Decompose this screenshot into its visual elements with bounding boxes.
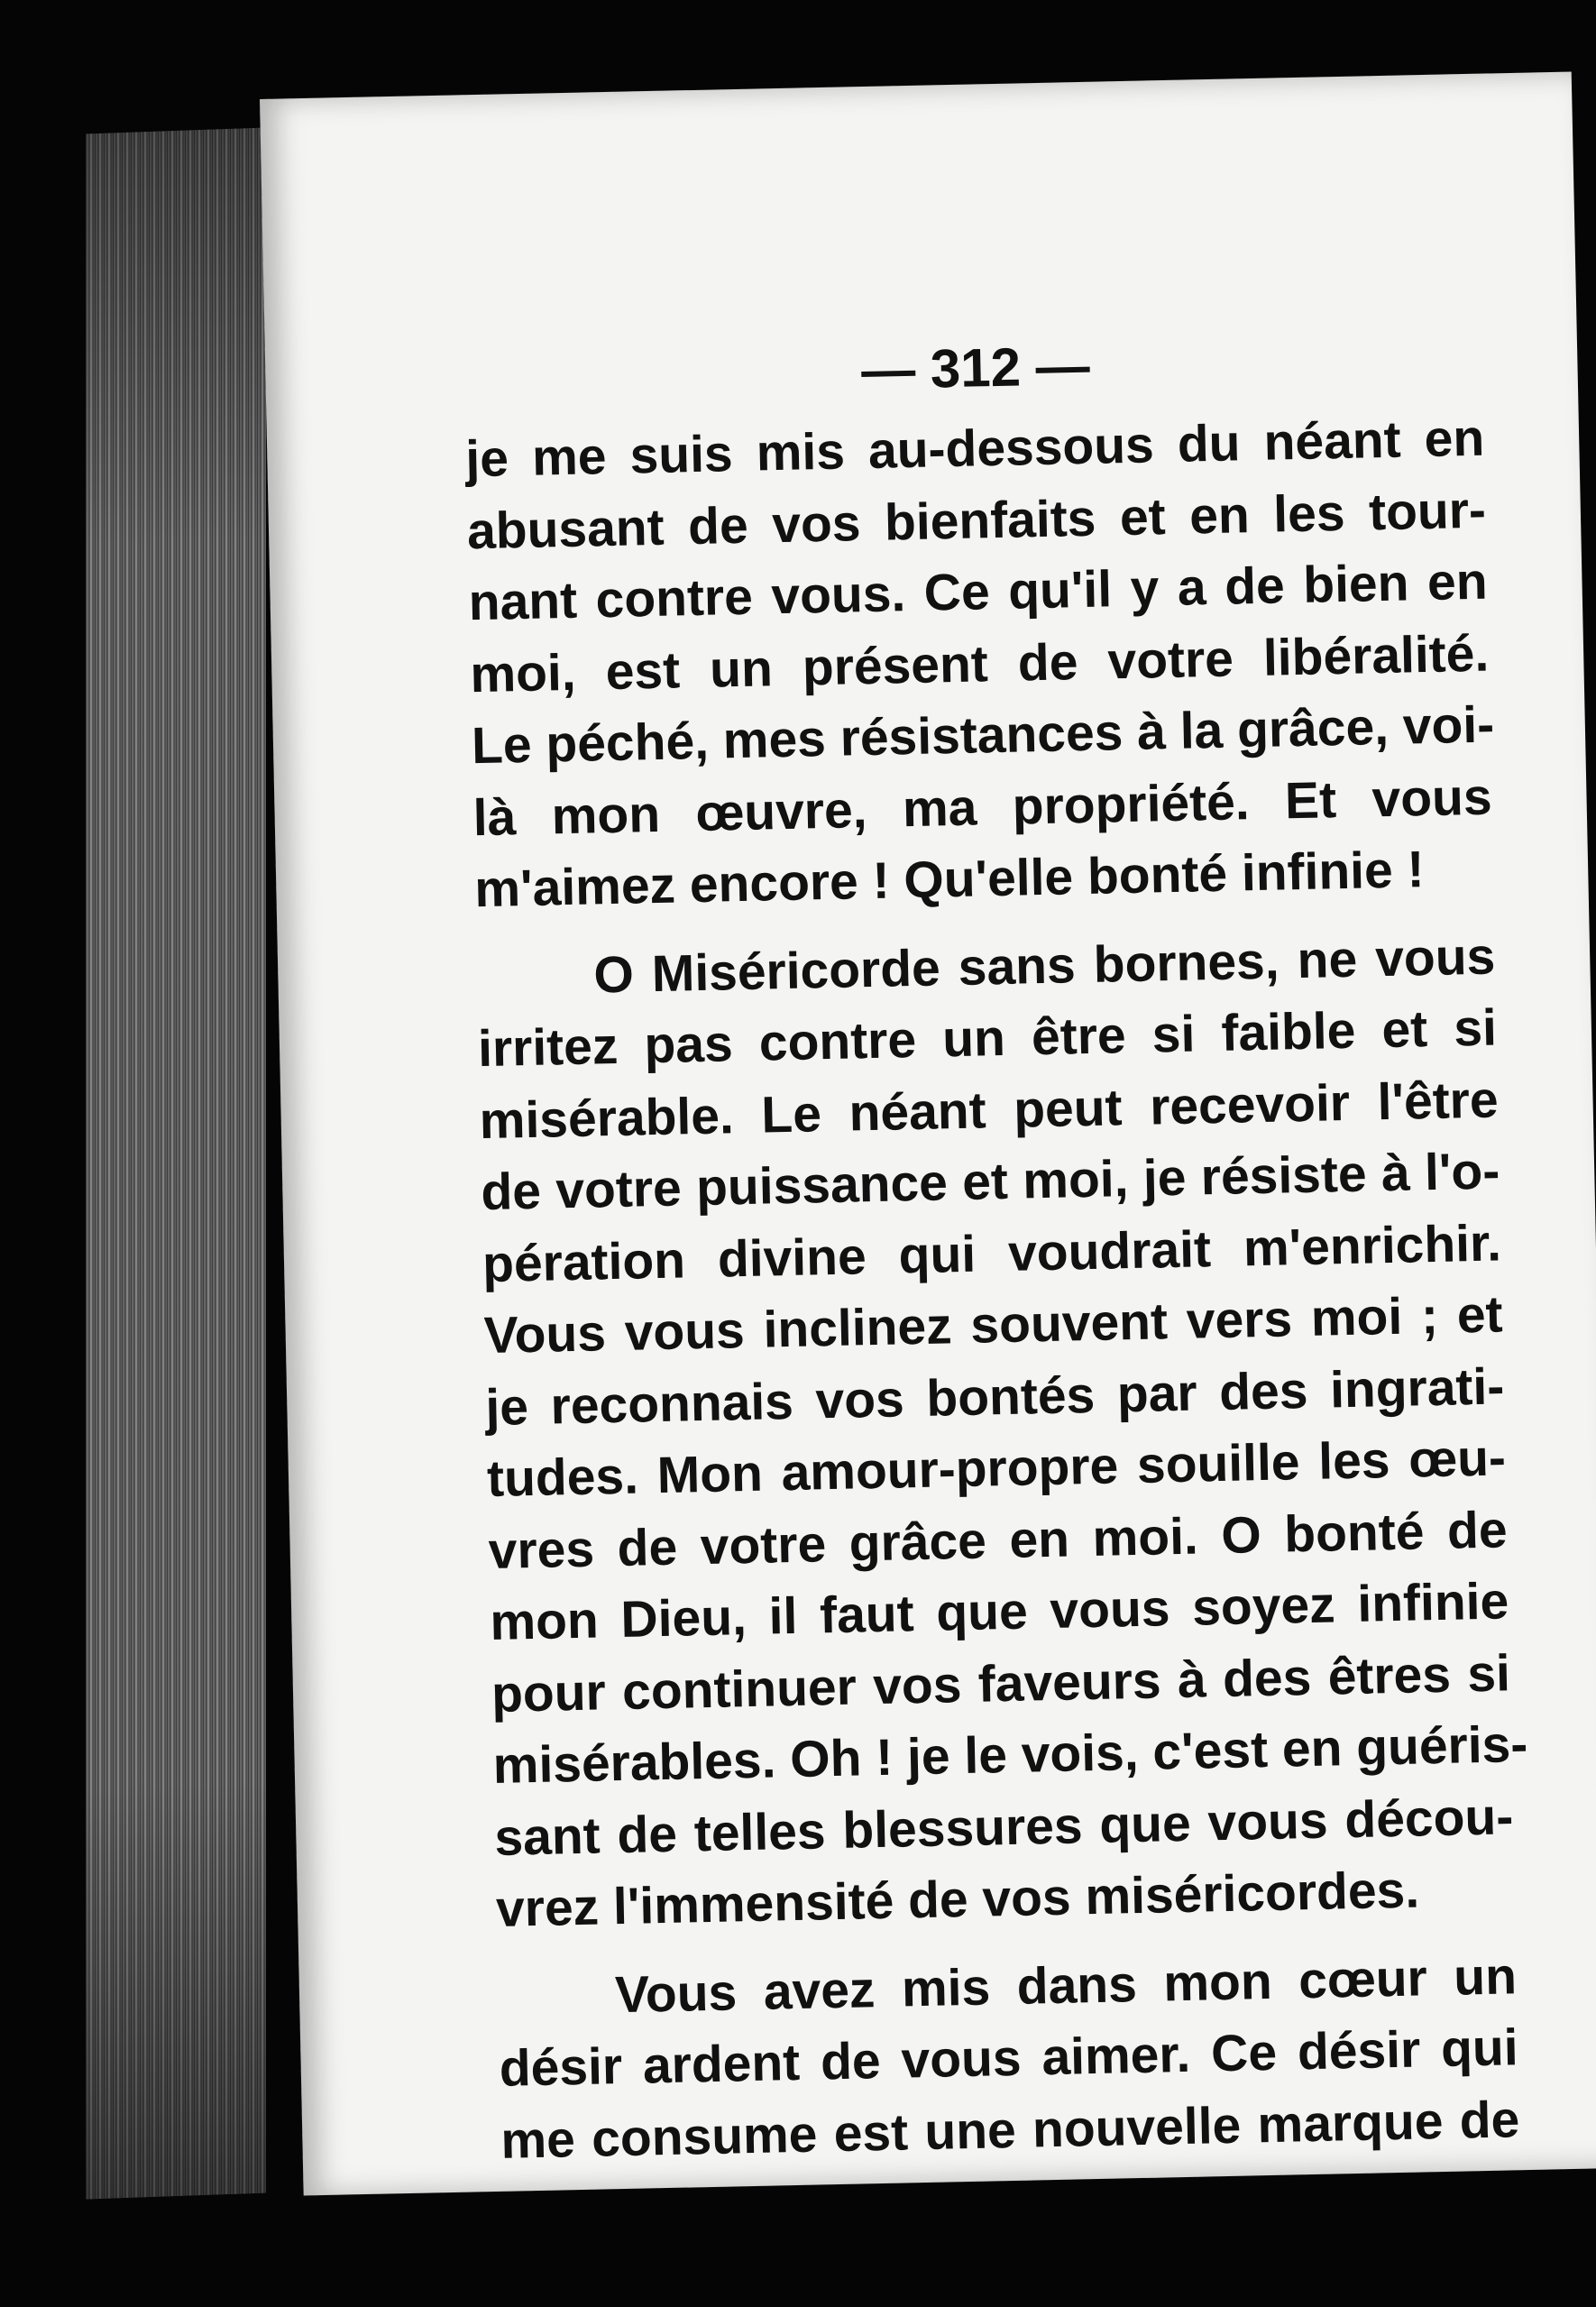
text-line: mon Dieu, il faut que vous soyez infinie [489, 1572, 1509, 1652]
text-line: je me suis mis au-dessous du néant en [464, 409, 1485, 489]
text-line: abusant de vos bienfaits et en les tour- [466, 481, 1487, 560]
page-number: — 312 — [860, 335, 1091, 401]
book-page [260, 72, 1596, 2196]
text-line: vrez l'immensité de vos miséricordes. [495, 1861, 1420, 1938]
text-line: je reconnais vos bontés par des ingrati- [484, 1356, 1505, 1437]
text-line: irritez pas contre un être si faible et si [477, 998, 1498, 1079]
text-line: pération divine qui voudrait m'enrichir. [482, 1213, 1502, 1293]
text-line: vres de votre grâce en moi. O bonté de [488, 1500, 1509, 1580]
text-line: Le péché, mes résistances à la grâce, voi- [471, 695, 1495, 776]
text-line: pour continuer vos faveurs à des êtres si [491, 1643, 1511, 1723]
text-line: désir ardent de vous aimer. Ce désir qui [499, 2018, 1519, 2098]
text-line: tudes. Mon amour-propre souille les œu- [486, 1429, 1507, 1509]
text-line: sant de telles blessures que vous décou- [493, 1787, 1514, 1867]
text-line: Vous vous inclinez souvent vers moi ; et [483, 1285, 1504, 1365]
text-line: O Miséricorde sans bornes, ne vous [592, 927, 1496, 1004]
text-line: m'aimez encore ! Qu'elle bonté infinie ! [473, 841, 1426, 919]
page-text [464, 403, 1528, 2177]
text-line: misérable. Le néant peut recevoir l'être [479, 1070, 1500, 1150]
text-line: Vous avez mis dans mon cœur un [614, 1946, 1518, 2024]
text-line: nant contre vous. Ce qu'il y a de bien en [468, 552, 1489, 632]
book-edge-shadow [86, 128, 266, 2200]
text-line: misérables. Oh ! je le vois, c'est en guéris- [492, 1714, 1528, 1795]
text-line: moi, est un présent de votre libéralité. [469, 624, 1490, 703]
text-line: là mon œuvre, ma propriété. Et vous [472, 767, 1493, 847]
text-line: de votre puissance et moi, je résiste à l'o- [480, 1142, 1500, 1222]
text-line: me consume est une nouvelle marque de [500, 2090, 1520, 2170]
